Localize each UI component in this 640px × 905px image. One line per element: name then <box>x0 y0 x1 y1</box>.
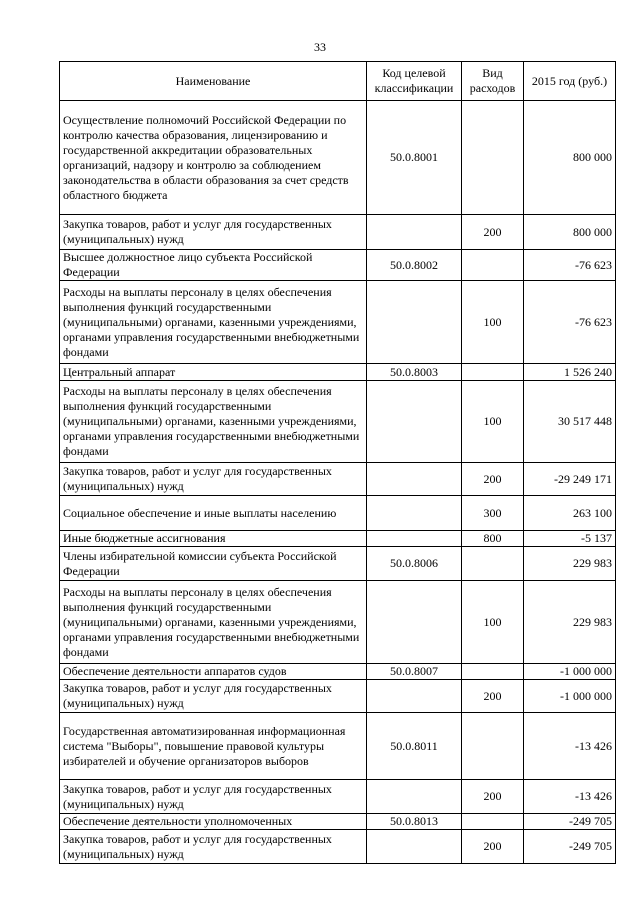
row-type: 200 <box>462 780 524 814</box>
row-name: Расходы на выплаты персоналу в целях обеспечения выполнения функций государственными (муниципальными) органами, казенными учреждениями, органами управления государственными внебюджетными фондами <box>60 281 367 364</box>
row-code <box>367 281 462 364</box>
row-code <box>367 463 462 496</box>
row-name: Обеспечение деятельности уполномоченных <box>60 814 367 830</box>
row-type <box>462 547 524 581</box>
row-name: Закупка товаров, работ и услуг для государственных (муниципальных) нужд <box>60 463 367 496</box>
row-amount: -249 705 <box>524 814 616 830</box>
row-name: Закупка товаров, работ и услуг для государственных (муниципальных) нужд <box>60 215 367 250</box>
header-amount: 2015 год (руб.) <box>524 62 616 101</box>
row-code: 50.0.8002 <box>367 250 462 281</box>
row-type: 100 <box>462 581 524 664</box>
table-row <box>60 463 616 496</box>
row-type <box>462 664 524 680</box>
row-type: 200 <box>462 463 524 496</box>
header-name: Наименование <box>60 62 367 101</box>
row-amount: -13 426 <box>524 713 616 780</box>
row-name: Высшее должностное лицо субъекта Российской Федерации <box>60 250 367 281</box>
row-name: Социальное обеспечение и иные выплаты населению <box>60 496 367 531</box>
row-type <box>462 364 524 381</box>
row-type: 200 <box>462 830 524 864</box>
table-row <box>60 364 616 381</box>
row-amount: -13 426 <box>524 780 616 814</box>
row-name: Осуществление полномочий Российской Федерации по контролю качества образования, лицензированию и государственной аккредитации образовательных организаций, надзору и контролю за соблюдением законодательства в области образования за счет средств областного бюджета <box>60 101 367 215</box>
row-code: 50.0.8013 <box>367 814 462 830</box>
row-code: 50.0.8003 <box>367 364 462 381</box>
row-code: 50.0.8001 <box>367 101 462 215</box>
row-code <box>367 531 462 547</box>
row-name: Государственная автоматизированная информационная система "Выборы", повышение правовой культуры избирателей и обучение организаторов выборов <box>60 713 367 780</box>
row-amount: 30 517 448 <box>524 381 616 463</box>
row-amount: -5 137 <box>524 531 616 547</box>
header-code: Код целевой классификации <box>367 62 462 101</box>
row-code: 50.0.8011 <box>367 713 462 780</box>
row-code <box>367 215 462 250</box>
budget-table <box>59 61 616 864</box>
row-name: Расходы на выплаты персоналу в целях обеспечения выполнения функций государственными (муниципальными) органами, казенными учреждениями, органами управления государственными внебюджетными фондами <box>60 581 367 664</box>
table-row <box>60 664 616 680</box>
row-type: 100 <box>462 281 524 364</box>
row-type <box>462 101 524 215</box>
table-row <box>60 780 616 814</box>
row-type: 100 <box>462 381 524 463</box>
row-code <box>367 581 462 664</box>
row-amount: 263 100 <box>524 496 616 531</box>
row-name: Закупка товаров, работ и услуг для государственных (муниципальных) нужд <box>60 780 367 814</box>
row-type: 800 <box>462 531 524 547</box>
table-header-row <box>60 62 616 101</box>
table-row <box>60 101 616 215</box>
row-type: 200 <box>462 680 524 713</box>
row-amount: 800 000 <box>524 101 616 215</box>
row-amount: 1 526 240 <box>524 364 616 381</box>
table-row <box>60 215 616 250</box>
row-type <box>462 250 524 281</box>
table-row <box>60 531 616 547</box>
table-row <box>60 713 616 780</box>
row-name: Закупка товаров, работ и услуг для государственных (муниципальных) нужд <box>60 680 367 713</box>
row-code <box>367 780 462 814</box>
row-name: Обеспечение деятельности аппаратов судов <box>60 664 367 680</box>
row-type: 200 <box>462 215 524 250</box>
header-type: Вид расходов <box>462 62 524 101</box>
row-code <box>367 496 462 531</box>
row-type: 300 <box>462 496 524 531</box>
row-amount: 229 983 <box>524 581 616 664</box>
table-row <box>60 547 616 581</box>
table-row <box>60 814 616 830</box>
row-amount: -249 705 <box>524 830 616 864</box>
table-row <box>60 680 616 713</box>
row-name: Расходы на выплаты персоналу в целях обеспечения выполнения функций государственными (муниципальными) органами, казенными учреждениями, органами управления государственными внебюджетными фондами <box>60 381 367 463</box>
table-row <box>60 581 616 664</box>
row-amount: -76 623 <box>524 281 616 364</box>
row-name: Закупка товаров, работ и услуг для государственных (муниципальных) нужд <box>60 830 367 864</box>
row-amount: -29 249 171 <box>524 463 616 496</box>
row-name: Члены избирательной комиссии субъекта Российской Федерации <box>60 547 367 581</box>
row-amount: -76 623 <box>524 250 616 281</box>
row-type <box>462 713 524 780</box>
row-code <box>367 830 462 864</box>
table-row <box>60 381 616 463</box>
row-amount: 229 983 <box>524 547 616 581</box>
row-type <box>462 814 524 830</box>
row-amount: -1 000 000 <box>524 680 616 713</box>
row-code <box>367 381 462 463</box>
table-row <box>60 281 616 364</box>
row-code: 50.0.8007 <box>367 664 462 680</box>
table-row <box>60 250 616 281</box>
row-amount: -1 000 000 <box>524 664 616 680</box>
row-name: Иные бюджетные ассигнования <box>60 531 367 547</box>
row-name: Центральный аппарат <box>60 364 367 381</box>
row-amount: 800 000 <box>524 215 616 250</box>
page-number: 33 <box>314 40 326 54</box>
table-row <box>60 830 616 864</box>
row-code: 50.0.8006 <box>367 547 462 581</box>
table-row <box>60 496 616 531</box>
row-code <box>367 680 462 713</box>
